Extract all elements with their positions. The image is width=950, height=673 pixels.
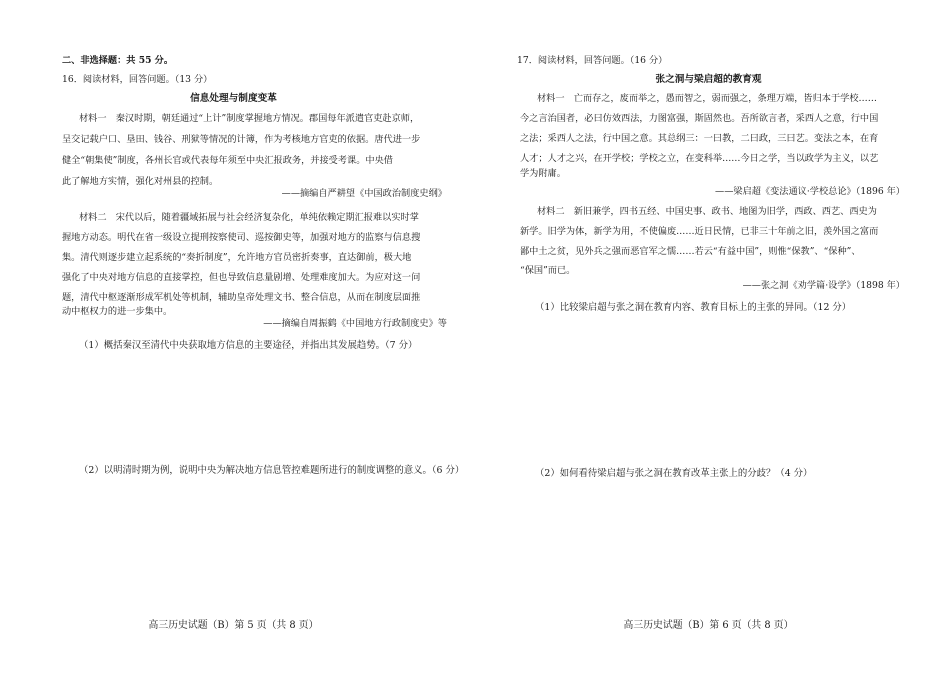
q17-material1-line: 之法；采西人之法，行中国之意。其总纲三：一曰教，二曰政，三曰艺。变法之本，在育 [520,133,879,144]
q17-part2: （2）如何看待梁启超与张之洞在教育改革主张上的分歧？（4 分） [535,468,813,479]
q16-part1: （1）概括秦汉至清代中央获取地方信息的主要途径，并指出其发展趋势。（7 分） [79,340,418,351]
page-footer: 高三历史试题（B）第 5 页（共 8 页） [148,620,319,631]
q17-material2-line: “保国”而已。 [520,265,576,276]
q16-material2-source: ——摘编自周振鹤《中国地方行政制度史》等 [263,318,447,329]
page-6 [475,0,950,673]
q17-material1-line: 今之言治国者，必曰仿效西法，力图富强，斯固然也。吾所欲言者，采西人之意，行中国 [520,113,879,124]
q16-part2: （2）以明清时期为例，说明中央为解决地方信息管控难题所进行的制度调整的意义。（6 分） [79,465,465,476]
q16-material1-line: 健全“朝集使”制度，各州长官或代表每年须至中央汇报政务，并接受考课。中央借 [62,155,393,166]
q17-material2-line: 鄙中土之贫，见外兵之强而恶官军之懦……若云“有益中国”，则惟“保教”、“保种”、 [520,246,861,257]
page-footer: 高三历史试题（B）第 6 页（共 8 页） [623,620,794,631]
q17-material2-line: 材料二 新旧兼学，四书五经、中国史事、政书、地图为旧学，西政、西艺、西史为 [537,206,877,217]
q17-material1-line: 学为附庸。 [520,168,566,179]
q17-header: 17．阅读材料，回答问题。（16 分） [517,55,668,66]
q16-material2-line: 材料二 宋代以后，随着疆域拓展与社会经济复杂化，单纯依赖定期汇报难以实时掌 [79,212,419,223]
q17-part1: （1）比较梁启超与张之洞在教育内容、教育目标上的主张的异同。（12 分） [535,302,852,313]
q16-material1-source: ——摘编自严耕望《中国政治制度史纲》 [281,188,447,199]
q17-material1-line: 材料一 亡而存之，废而举之，愚而智之，弱而强之，条理万端，皆归本于学校…… [537,93,877,104]
q16-material2-line: 握地方动态。明代在省一级设立提刑按察使司、巡按御史等，加强对地方的监察与信息搜 [62,232,421,243]
q16-material1-line: 呈交记载户口、垦田、钱谷、刑狱等情况的计簿，作为考核地方官吏的依据。唐代进一步 [62,134,421,145]
q17-material1-line: 人才；人才之兴，在开学校；学校之立，在变科举……今日之学，当以政学为主义，以艺 [520,153,879,164]
q17-material2-source: ——张之洞《劝学篇·设学》（1898 年） [742,280,905,291]
section-header: 二、非选择题：共 55 分。 [62,55,174,66]
q16-material2-line: 强化了中央对地方信息的直接掌控，但也导致信息量剧增、处理难度加大。为应对这一问 [62,272,421,283]
q17-material2-line: 新学。旧学为体，新学为用，不使偏废……近日民情，已非三十年前之旧，羡外国之富而 [520,226,879,237]
q16-material1-line: 材料一 秦汉时期，朝廷通过“上计”制度掌握地方情况。郡国每年派遣官吏赴京师， [79,113,420,124]
q16-material2-line: 集。清代则逐步建立起系统的“奏折制度”，允许地方官员密折奏事，直达御前，极大地 [62,252,412,263]
q16-material1-line: 此了解地方实情，强化对州县的控制。 [62,176,219,187]
q17-title: 张之洞与梁启超的教育观 [655,74,762,85]
q16-header: 16．阅读材料，回答问题。（13 分） [62,74,213,85]
q17-material1-source: ——梁启超《变法通议·学校总论》（1896 年） [715,186,905,197]
q16-material2-line: 动中枢权力的进一步集中。 [62,306,173,317]
q16-title: 信息处理与制度变革 [190,93,277,104]
q16-material2-line: 题，清代中枢逐渐形成军机处等机制，辅助皇帝处理文书、整合信息，从而在制度层面推 [62,292,421,303]
